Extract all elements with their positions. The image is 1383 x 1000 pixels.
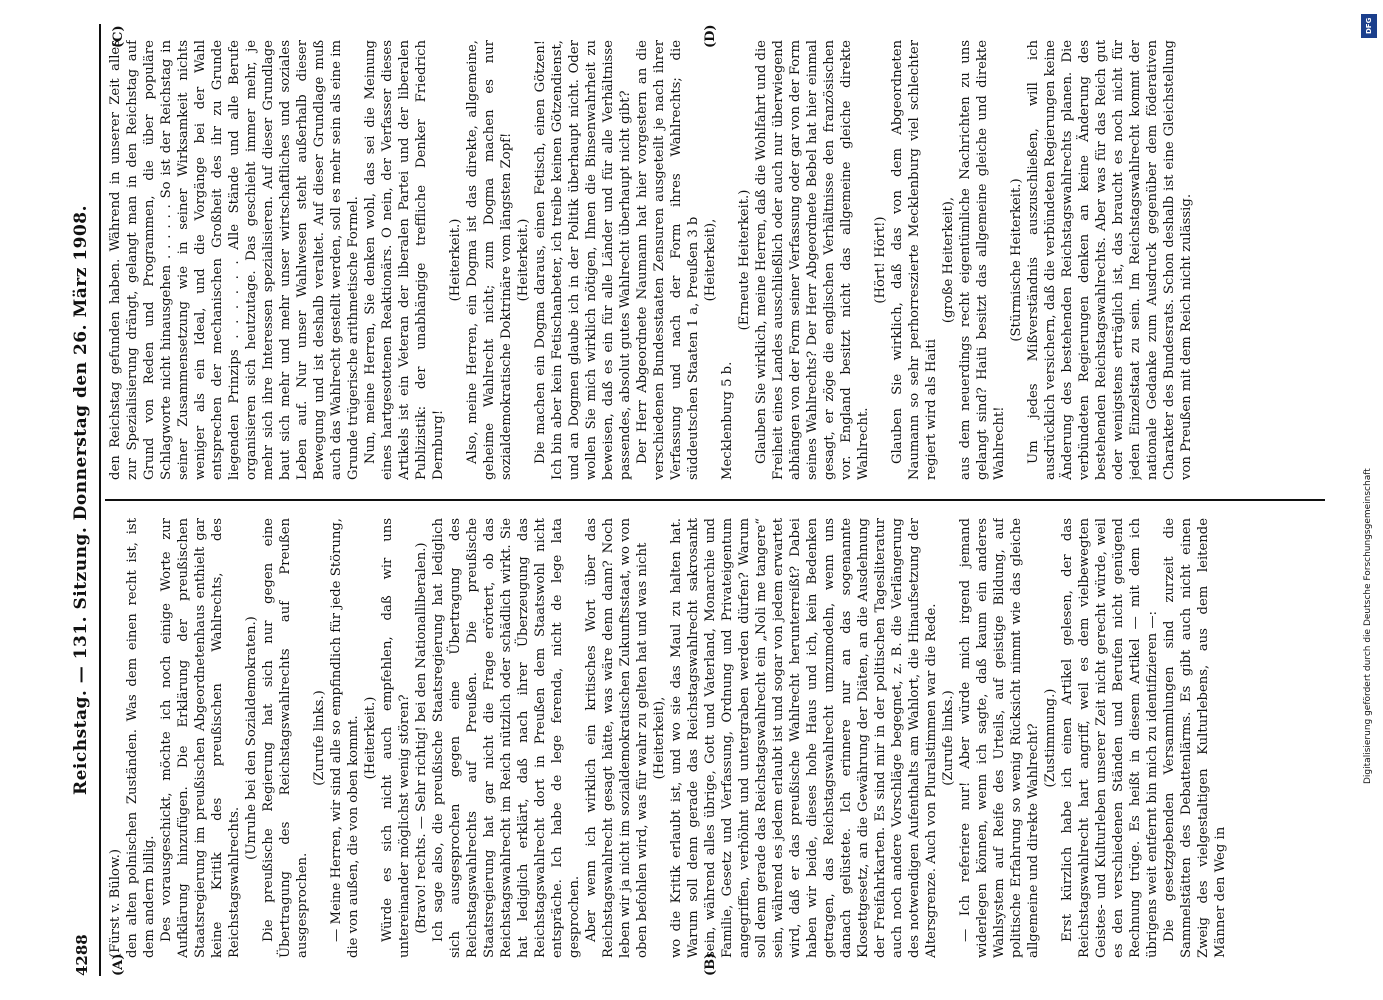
page-header [71,24,97,976]
column-divider [105,499,1325,501]
paragraph: wo die Kritik erlaubt ist, und wo sie das Maul zu halten hat. Warum soll denn gerade das Reichstagswahlrecht sakrosankt sein, während alles übrige, Gott und Vaterland, Monarchie und Familie, Gesetz und Verfassung, Ordnung und Privateigentum angegriffen, verhöhnt und untergraben werden dürfen? Warum soll denn gerade das Reichstagswahlrecht ein „Noli me tangere“ sein, während es jedem erlaubt ist und sogar von jedem erwartet wird, daß er das preußische Wahlrecht herunterreißt? Dabei haben wir beide, dieses hohe Haus und ich, kein Bedenken getragen, das Reichstagswahlrecht umzumodeln, wenn uns danach gelüstete. Ich erinnere nur an das sogenannte Klosettgesetz, an die Gewährung der Diäten, an die Ausdehnung der Freifahrkarten. Es sind mir in der politischen Tagesliteratur auch noch andere Vorschläge begegnet, z. B. die Verlängerung des notwendigen Aufenthalts am Wahlort, die Hinaufsetzung der Altersgrenze. Auch von Pluralstimmen war die Rede. [669,518,939,958]
paragraph: Der Herr Abgeordnete Naumann hat hier vorgestern an die verschiedenen Bundesstaaten Zensuren ausgeteilt je nach ihrer Verfassung und nach der Form ihres Wahlrechts; die süddeutschen Staaten 1 a, Preußen 3 b [635,40,701,480]
margin-marker-b: (B) [703,952,718,976]
interjection: (Heiterkeit.) [516,218,531,302]
paragraph: Nun, meine Herren, Sie denken wohl, das sei die Meinung eines hartgesottenen Reaktionärs. O nein, der Verfasser dieses Artikels ist ein Veteran der liberalen Partei und der liberalen Publizistik: der unabhängige treffliche Denker Friedrich Dernburg! [363,40,446,480]
interjection: (Zurufe links.) [312,690,327,786]
paragraph: den alten polnischen Zuständen. Was dem einen recht ist, ist dem andern billig. [125,518,157,958]
paragraph: aus dem neuerdings recht eigentümliche Nachrichten zu uns gelangt sind? Haiti besitzt das allgemeine gleiche und direkte Wahlrecht! [958,40,1007,480]
right-column [107,40,1321,480]
interjection: (Unruhe bei den Sozialdemokraten.) [244,616,259,860]
left-column [107,518,1321,958]
paragraph: Um jedes Mißverständnis auszuschließen, will ich ausdrücklich versichern, daß die verbündeten Regierungen keine Änderung des bestehenden Reichstagswahlrechts planen. Die verbündeten Regierungen denken an keine Änderung des bestehenden Reichstagswahlrechts. Aber was für das Reich gut oder wenigstens erträglich ist, das braucht es noch nicht für jeden Einzelstaat zu sein. Im Reichstagswahlrecht kommt der nationale Gedanke zum Ausdruck gegenüber dem föderativen Charakter des Bundesrats. Schon deshalb ist eine Gleichstellung von Preußen mit dem Reich nicht zulässig. [1026,40,1194,480]
paragraph: Die preußische Regierung hat sich nur gegen eine Übertragung des Reichstagswahlrechts auf Preußen ausgesprochen. [261,518,310,958]
paragraph: Also, meine Herren, ein Dogma ist das direkte, allgemeine, geheime Wahlrecht nicht; zum Dogma machen es nur sozialdemokratische Doktrinäre vom längsten Zopf! [465,40,514,480]
interjection: (Zurufe links.) [941,690,956,786]
page-number: 4288 [73,934,91,976]
rotated-document-page [63,24,1335,976]
interjection: (Zustimmung.) [1043,688,1058,788]
interjection: (Heiterkeit.) [448,218,463,302]
paragraph: Des vorausgeschickt, möchte ich noch einige Worte zur Aufklärung hinzufügen. Die Erklärung der preußischen Staatsregierung im preußischen Abgeordnetenhaus enthielt gar keine Kritik des preußischen Wahlrechts, des Reichstagswahlrechts. [159,518,242,958]
interjection: (Erneute Heiterkeit.) [737,189,752,331]
interjection: (große Heiterkeit), [941,196,956,324]
interjection: (Heiterkeit.) [363,696,378,780]
paragraph: Glauben Sie wirklich, meine Herren, daß die Wohlfahrt und die Freiheit eines Landes ausschließlich oder auch nur überwiegend abhängen von der Form seiner Verfassung oder gar von der Form seines Wahlrechts? Der Herr Abgeordnete Bebel hat hier einmal gesagt, er zöge die englischen Verhältnisse den französischen vor. England besitzt nicht das allgemeine gleiche direkte Wahlrecht. [754,40,871,480]
paragraph: Erst kürzlich habe ich einen Artikel gelesen, der das Reichstagswahlrecht hart angriff, weil es dem vielbewegten Geistes- und Kulturleben unserer Zeit nicht gerecht würde, weil es den verschiedenen Ständen und Berufen nicht genügend Rechnung trüge. Es heißt in diesem Artikel — mit dem ich übrigens weit entfernt bin mich zu identifizieren —: [1060,518,1160,958]
quotation-paragraph: Die gesetzgebenden Versammlungen sind zurzeit die Sammelstätten des Debattenlärms. Es gibt auch nicht einen Zweig des vielgestaltigen Kulturlebens, aus dem leitende Männer den Weg in [1162,518,1228,958]
margin-marker-a: (A) [111,953,126,976]
credit-text: Digitalisierung gefördert durch die Deutsche Forschungsgemeinschaft [1363,468,1373,784]
paragraph: Mecklenburg 5 b. [720,361,735,480]
margin-marker-c: (C) [111,25,126,48]
paragraph: Glauben Sie wirklich, daß das von dem Abgeordneten Naumann so sehr perhorreszierte Mecklenburg viel schlechter regiert wird als Haiti [890,40,939,480]
quotation-paragraph: den Reichstag gefunden haben. Während in unserer Zeit alles zur Spezialisierung drängt, gelangt man in den Reichstag auf Grund von Reden und Programmen, die über populäre Schlagworte nicht hinausgehen . . . . . . So ist der Reichstag in seiner Zusammensetzung wie in seiner Wirksamkeit nichts weniger als ein Ideal, und die Vorgänge bei der Wahl entsprechen der mechanischen Großheit des ihr zu Grunde liegenden Prinzips . . . . . . Alle Stände und alle Berufe organisieren sich heutzutage. Das geschieht immer mehr, je mehr sich ihre Interessen spezialisieren. Auf dieser Grundlage baut sich mehr und mehr unser wirtschaftliches und soziales Leben auf. Nur unser Wahlwesen steht außerhalb dieser Bewegung und ist deshalb veraltet. Auf dieser Grundlage muß auch das Wahlrecht gestellt werden, soll es mehr sein als eine im Grunde trügerische arithmetische Formel. [108,40,361,480]
paragraph: — Meine Herren, wir sind alle so empfindlich für jede Störung, die von außen, die von oben kommt. [329,518,361,958]
paragraph: Würde es sich nicht auch empfehlen, daß wir uns untereinander möglichst wenig stören? [380,518,412,958]
dfg-logo: DFG [1361,14,1377,38]
paragraph: Die machen ein Dogma daraus, einen Fetisch, einen Götzen! Ich bin aber kein Fetischanbeter, ich treibe keinen Götzendienst, und an Dogmen glaube ich in der Politik überhaupt nicht. Oder wollen Sie mich wirklich nötigen, Ihnen die Binsenwahrheit zu beweisen, daß es ein für alle Länder und für alle Verhältnisse passendes, absolut gutes Wahlrecht überhaupt nicht gibt? [533,40,633,480]
interjection: (Heiterkeit), [652,696,667,780]
interjection: (Bravo! rechts. — Sehr richtig! bei den Nationalliberalen.) [414,542,429,934]
header-rule [99,24,101,976]
paragraph: Aber wenn ich wirklich ein kritisches Wort über das Reichstagswahlrecht gesagt hätte, was wäre denn dann? Noch leben wir ja nicht im sozialdemokratischen Zukunftsstaat, wo von oben befohlen wird, was für wahr zu gelten hat und was nicht [584,518,650,958]
running-title: Reichstag. — 131. Sitzung. Donnerstag den 26. März 1908. [71,204,91,796]
paragraph: Ich sage also, die preußische Staatsregierung hat lediglich sich ausgesprochen gegen eine Übertragung des Reichstagswahlrechts auf Preußen. Die preußische Staatsregierung hat gar nicht die Frage erörtert, ob das Reichstagswahlrecht im Reich nützlich oder schädlich wirkt. Sie hat lediglich erklärt, daß nach ihrer Überzeugung das Reichstagswahlrecht dort in Preußen dem Staatswohl nicht entspräche. Ich habe de lege ferenda, nicht de lege lata gesprochen. [431,518,582,958]
interjection: (Hört! Hört!) [873,216,888,304]
speaker-label: (Fürst v. Bülow.) [108,848,123,958]
margin-marker-d: (D) [703,24,718,48]
interjection: (Heiterkeit), [703,218,718,302]
paragraph: — Ich referiere nur! Aber würde mich irgend jemand widerlegen können, wenn ich sagte, daß kaum ein anderes Wahlsystem auf Reife des Urteils, auf geistige Bildung, auf politische Erfahrung so wenig Rücksicht nimmt wie das gleiche allgemeine und direkte Wahlrecht? [958,518,1041,958]
interjection: (Stürmische Heiterkeit.) [1009,178,1024,342]
digitization-credit [1363,14,1377,974]
